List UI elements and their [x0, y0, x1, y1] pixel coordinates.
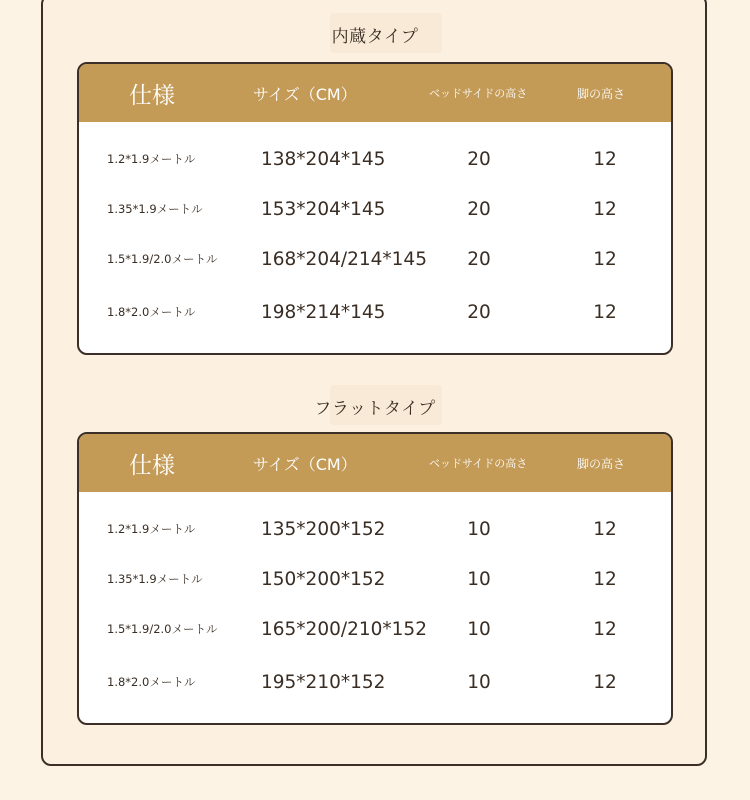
header-spec: 仕様 [129, 82, 175, 109]
cell-size: 198*214*145 [261, 301, 386, 323]
table-row [79, 189, 671, 229]
cell-side-height: 10 [467, 618, 491, 640]
cell-side-height: 20 [467, 198, 491, 220]
cell-spec: 1.2*1.9メートル [107, 152, 196, 166]
cell-side-height: 10 [467, 518, 491, 540]
cell-leg-height: 12 [593, 301, 617, 323]
section-title: フラットタイプ [314, 399, 436, 419]
cell-side-height: 20 [467, 248, 491, 270]
header-leg-height: 脚の高さ [577, 456, 626, 471]
cell-side-height: 10 [467, 671, 491, 693]
table-row [79, 239, 671, 279]
cell-side-height: 20 [467, 148, 491, 170]
cell-spec: 1.35*1.9メートル [107, 202, 203, 216]
cell-size: 138*204*145 [261, 148, 386, 170]
table-row [79, 292, 671, 332]
section-title: 内蔵タイプ [331, 27, 419, 47]
cell-spec: 1.5*1.9/2.0メートル [107, 622, 218, 636]
cell-size: 168*204/214*145 [261, 248, 427, 270]
spec-table-flat [77, 432, 673, 725]
cell-leg-height: 12 [593, 148, 617, 170]
cell-size: 165*200/210*152 [261, 618, 427, 640]
cell-size: 135*200*152 [261, 518, 386, 540]
cell-leg-height: 12 [593, 518, 617, 540]
spec-table-builtin [77, 62, 673, 355]
table-row [79, 139, 671, 179]
cell-spec: 1.2*1.9メートル [107, 522, 196, 536]
cell-spec: 1.8*2.0メートル [107, 675, 196, 689]
cell-spec: 1.8*2.0メートル [107, 305, 196, 319]
cell-size: 195*210*152 [261, 671, 386, 693]
header-side-height: ベッドサイドの高さ [429, 87, 528, 100]
table-row [79, 559, 671, 599]
table-header [79, 64, 671, 122]
header-size: サイズ（CM） [253, 84, 357, 104]
cell-leg-height: 12 [593, 618, 617, 640]
header-leg-height: 脚の高さ [577, 86, 626, 101]
table-row [79, 662, 671, 702]
header-spec: 仕様 [129, 452, 175, 479]
cell-leg-height: 12 [593, 248, 617, 270]
table-row [79, 509, 671, 549]
cell-leg-height: 12 [593, 568, 617, 590]
cell-side-height: 20 [467, 301, 491, 323]
cell-spec: 1.5*1.9/2.0メートル [107, 252, 218, 266]
table-row [79, 609, 671, 649]
table-header [79, 434, 671, 492]
cell-leg-height: 12 [593, 198, 617, 220]
cell-size: 150*200*152 [261, 568, 386, 590]
cell-side-height: 10 [467, 568, 491, 590]
cell-size: 153*204*145 [261, 198, 386, 220]
cell-spec: 1.35*1.9メートル [107, 572, 203, 586]
header-side-height: ベッドサイドの高さ [429, 457, 528, 470]
cell-leg-height: 12 [593, 671, 617, 693]
header-size: サイズ（CM） [253, 454, 357, 474]
